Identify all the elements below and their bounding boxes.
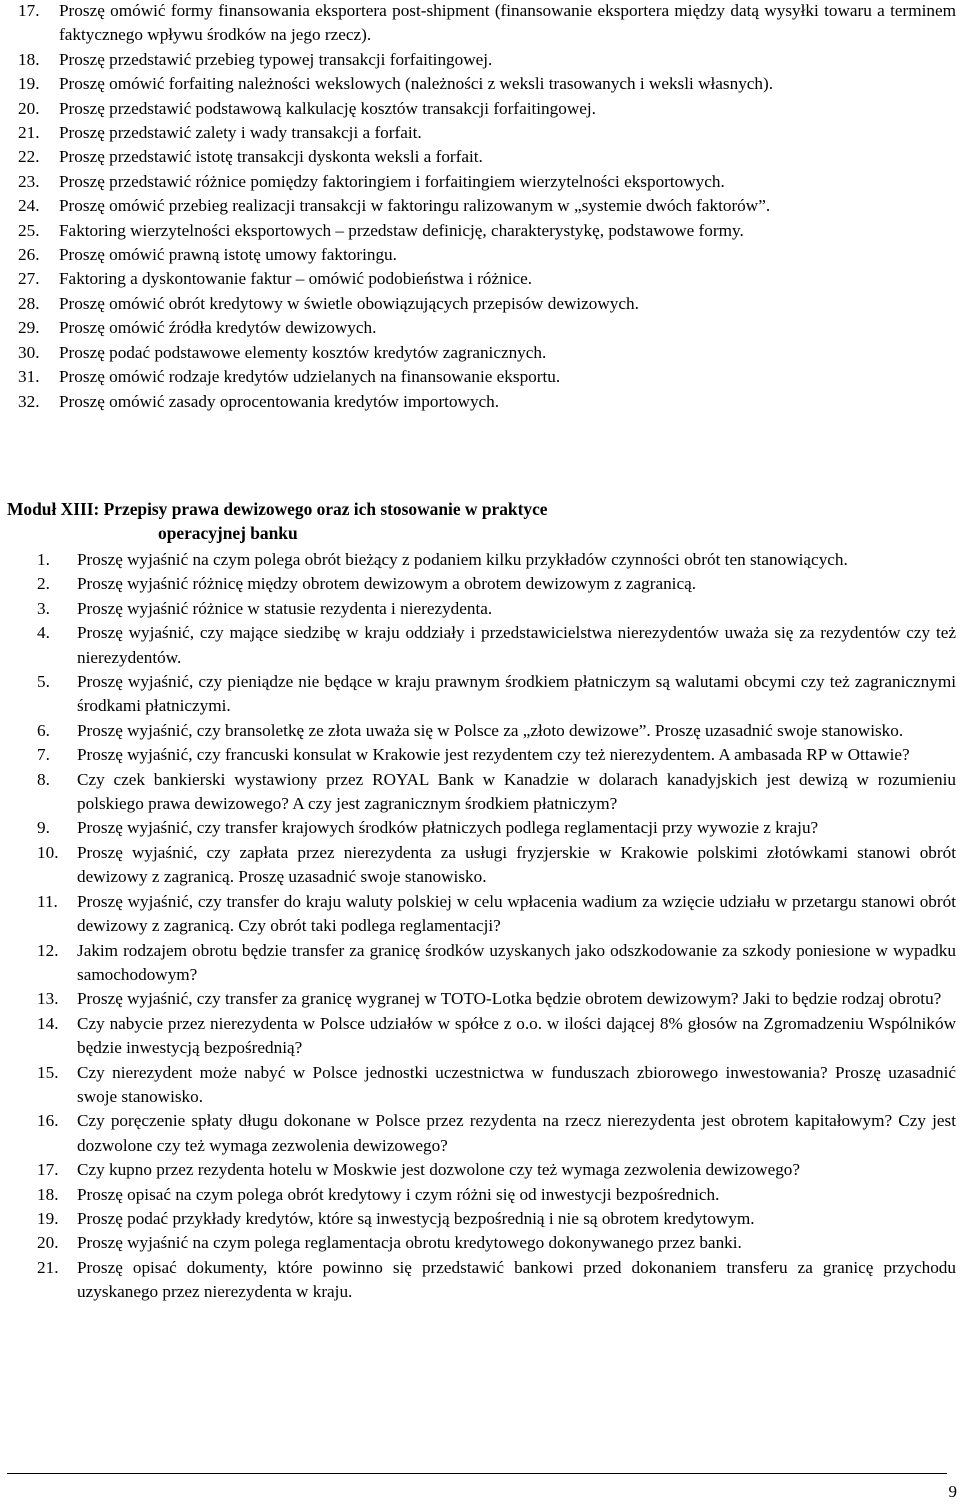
item-text: Proszę wyjaśnić na czym polega obrót bieżący z podaniem kilku przykładów czynności obrót ten stanowiących.	[77, 550, 848, 569]
list-item	[0, 890, 960, 939]
item-number: 17.	[37, 1160, 59, 1180]
item-number: 30.	[18, 342, 40, 362]
list-item	[0, 1012, 960, 1061]
list-item	[0, 621, 960, 670]
list-item	[0, 743, 960, 767]
item-number: 10.	[37, 842, 59, 862]
item-text: Proszę podać podstawowe elementy kosztów kredytów zagranicznych.	[59, 342, 547, 362]
list-item	[0, 365, 960, 389]
question-list-continued	[0, 0, 960, 414]
item-number: 2.	[37, 574, 50, 594]
item-number: 24.	[18, 196, 40, 216]
list-item	[0, 194, 960, 218]
item-text: Proszę przedstawić zalety i wady transakcji a forfait.	[59, 123, 422, 143]
list-item	[0, 267, 960, 291]
module-question-list	[0, 548, 960, 1305]
item-number: 9.	[37, 818, 50, 838]
item-number: 28.	[18, 293, 40, 313]
item-text: Proszę omówić formy finansowania eksportera post-shipment (finansowanie eksportera między datą wysyłki towaru a terminem faktycznego wpływu środków na jego rzecz).	[59, 1, 956, 45]
item-text: Proszę przedstawić różnice pomiędzy faktoringiem i forfaitingiem wierzytelności eksportowych.	[59, 171, 725, 191]
list-item	[0, 670, 960, 719]
item-number: 19.	[37, 1208, 59, 1228]
item-number: 22.	[18, 147, 40, 167]
item-number: 13.	[37, 989, 59, 1009]
item-number: 11.	[37, 891, 58, 911]
item-number: 17.	[18, 1, 40, 20]
item-number: 20.	[18, 98, 40, 118]
list-item	[0, 1061, 960, 1110]
item-number: 1.	[37, 550, 50, 569]
list-item	[0, 145, 960, 169]
item-text: Proszę wyjaśnić, czy transfer za granicę wygranej w TOTO-Lotka będzie obrotem dewizowym? Jaki to będzie rodzaj obrotu?	[77, 989, 942, 1009]
item-number: 25.	[18, 220, 40, 240]
list-item	[0, 170, 960, 194]
item-text: Czy czek bankierski wystawiony przez ROYAL Bank w Kanadzie w dolarach kanadyjskich jest dewizą w rozumieniu polskiego prawa dewizowego? A czy jest zagranicznym środkiem płatniczym?	[77, 769, 956, 814]
list-item	[0, 939, 960, 988]
list-item	[0, 572, 960, 596]
module-heading-line-1: Moduł XIII: Przepisy prawa dewizowego oraz ich stosowanie w praktyce	[7, 499, 548, 519]
item-text: Proszę przedstawić przebieg typowej transakcji forfaitingowej.	[59, 49, 493, 69]
item-text: Proszę omówić źródła kredytów dewizowych.	[59, 318, 377, 338]
item-number: 31.	[18, 367, 40, 387]
list-item	[0, 1256, 960, 1305]
item-text: Proszę omówić prawną istotę umowy faktoringu.	[59, 245, 397, 265]
item-number: 19.	[18, 74, 40, 94]
item-text: Proszę wyjaśnić, czy transfer do kraju waluty polskiej w celu wpłacenia wadium za wzięcie udziału w przetargu stanowi obrót dewizowy z zagranicą. Czy obrót taki podlega reglamentacji?	[77, 891, 956, 936]
item-number: 3.	[37, 598, 50, 618]
item-text: Proszę przedstawić istotę transakcji dyskonta weksli a forfait.	[59, 147, 483, 167]
item-number: 6.	[37, 720, 50, 740]
list-item	[0, 768, 960, 817]
item-number: 26.	[18, 245, 40, 265]
item-text: Proszę opisać dokumenty, które powinno się przedstawić bankowi przed dokonaniem transferu za granicę przychodu uzyskanego przez nierezydenta w kraju.	[77, 1257, 956, 1302]
list-item	[0, 243, 960, 267]
list-item	[0, 1207, 960, 1231]
list-item	[0, 97, 960, 121]
list-item	[0, 316, 960, 340]
item-text: Proszę omówić rodzaje kredytów udzielanych na finansowanie eksportu.	[59, 367, 561, 387]
list-item	[0, 548, 960, 572]
item-number: 32.	[18, 391, 40, 411]
item-text: Czy poręczenie spłaty długu dokonane w Polsce przez rezydenta na rzecz nierezydenta jest obrotem kapitałowym? Czy jest dozwolone czy też wymaga zezwolenia dewizowego?	[77, 1111, 956, 1155]
item-text: Proszę wyjaśnić, czy bransoletkę ze złota uważa się w Polsce za „złoto dewizowe”. Proszę uzasadnić swoje stanowisko.	[77, 720, 904, 740]
item-number: 16.	[37, 1111, 59, 1131]
item-number: 14.	[37, 1013, 59, 1033]
item-number: 4.	[37, 623, 50, 643]
item-number: 5.	[37, 672, 50, 692]
page-number: 9	[948, 1482, 957, 1501]
item-number: 7.	[37, 745, 50, 765]
item-text: Proszę podać przykłady kredytów, które są inwestycją bezpośrednią i nie są obrotem kredytowym.	[77, 1208, 755, 1228]
item-text: Proszę wyjaśnić różnice w statusie rezydenta i nierezydenta.	[77, 598, 493, 618]
item-number: 21.	[18, 123, 40, 143]
list-item	[0, 341, 960, 365]
item-text: Proszę omówić obrót kredytowy w świetle obowiązujących przepisów dewizowych.	[59, 293, 639, 313]
item-text: Proszę wyjaśnić, czy transfer krajowych środków płatniczych podlega reglamentacji przy wywozie z kraju?	[77, 818, 819, 838]
list-item	[0, 48, 960, 72]
list-item	[0, 1183, 960, 1207]
footer-divider	[7, 1473, 947, 1474]
list-item	[0, 987, 960, 1011]
list-item	[0, 292, 960, 316]
list-item	[0, 1158, 960, 1182]
item-number: 20.	[37, 1233, 59, 1253]
item-text: Proszę wyjaśnić, czy pieniądze nie będące w kraju prawnym środkiem płatniczym są walutami obcymi czy też zagranicznymi środkami płatniczymi.	[77, 672, 956, 716]
list-item	[0, 0, 960, 48]
item-text: Jakim rodzajem obrotu będzie transfer za granicę środków uzyskanych jako odszkodowanie za szkody poniesione w wypadku samochodowym?	[77, 940, 956, 984]
list-item	[0, 1231, 960, 1255]
item-text: Proszę opisać na czym polega obrót kredytowy i czym różni się od inwestycji bezpośrednich.	[77, 1184, 720, 1204]
item-text: Proszę omówić przebieg realizacji transakcji w faktoringu ralizowanym w „systemie dwóch faktorów”.	[59, 196, 771, 216]
list-item	[0, 219, 960, 243]
item-text: Proszę wyjaśnić, czy mające siedzibę w kraju oddziały i przedstawicielstwa nierezydentów uważa się za rezydentów czy też nierezydentów.	[77, 623, 956, 667]
module-heading-line-2: operacyjnej banku	[158, 523, 298, 544]
list-item	[0, 597, 960, 621]
item-number: 23.	[18, 171, 40, 191]
item-text: Faktoring wierzytelności eksportowych – przedstaw definicję, charakterystykę, podstawowe formy.	[59, 220, 744, 240]
item-text: Proszę omówić forfaiting należności wekslowych (należności z weksli trasowanych i weksli własnych).	[59, 74, 774, 94]
item-number: 21.	[37, 1257, 59, 1277]
item-text: Proszę wyjaśnić na czym polega reglamentacja obrotu kredytowego dokonywanego przez banki.	[77, 1233, 742, 1253]
item-text: Proszę wyjaśnić, czy zapłata przez nierezydenta za usługi fryzjerskie w Krakowie polskimi złotówkami stanowi obrót dewizowy z zagranicą. Proszę uzasadnić swoje stanowisko.	[77, 842, 956, 887]
list-item	[0, 719, 960, 743]
list-item	[0, 121, 960, 145]
module-heading	[0, 497, 960, 546]
item-number: 15.	[37, 1062, 59, 1082]
item-text: Proszę wyjaśnić różnicę między obrotem dewizowym a obrotem dewizowym z zagranicą.	[77, 574, 697, 594]
item-text: Czy kupno przez rezydenta hotelu w Moskwie jest dozwolone czy też wymaga zezwolenia dewizowego?	[77, 1160, 801, 1180]
item-number: 12.	[37, 940, 59, 960]
list-item	[0, 390, 960, 414]
item-text: Proszę omówić zasady oprocentowania kredytów importowych.	[59, 391, 500, 411]
item-text: Proszę przedstawić podstawową kalkulację kosztów transakcji forfaitingowej.	[59, 98, 596, 118]
item-number: 8.	[37, 769, 50, 789]
item-number: 27.	[18, 269, 40, 289]
item-number: 29.	[18, 318, 40, 338]
list-item	[0, 816, 960, 840]
item-text: Proszę wyjaśnić, czy francuski konsulat w Krakowie jest rezydentem czy też nierezydentem. A ambasada RP w Ottawie?	[77, 745, 910, 765]
item-number: 18.	[18, 49, 40, 69]
item-text: Czy nabycie przez nierezydenta w Polsce udziałów w spółce z o.o. w ilości dającej 8% głosów na Zgromadzeniu Wspólników będzie inwestycją bezpośrednią?	[77, 1013, 956, 1058]
item-number: 18.	[37, 1184, 59, 1204]
list-item	[0, 1109, 960, 1158]
item-text: Faktoring a dyskontowanie faktur – omówić podobieństwa i różnice.	[59, 269, 533, 289]
item-text: Czy nierezydent może nabyć w Polsce jednostki uczestnictwa w funduszach zbiorowego inwestowania? Proszę uzasadnić swoje stanowisko.	[77, 1062, 956, 1106]
list-item	[0, 72, 960, 96]
list-item	[0, 841, 960, 890]
